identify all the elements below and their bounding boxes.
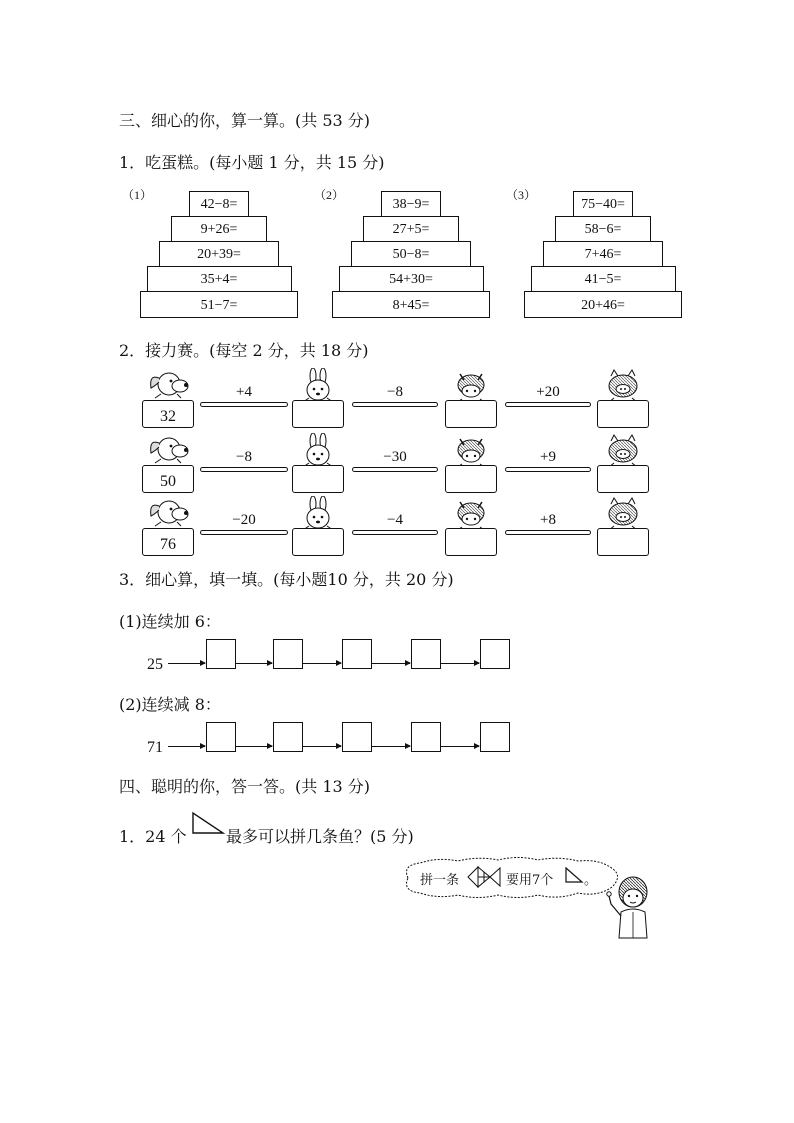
small-triangle-icon: [564, 866, 584, 884]
relay-operation: +20: [536, 384, 560, 400]
cake-1-problem-5[interactable]: 51−7=: [140, 291, 298, 318]
relay-answer-box[interactable]: [292, 528, 344, 556]
question-1-title: 1．吃蛋糕。(每小题 1 分，共 15 分): [119, 153, 385, 172]
relay-track: [505, 402, 591, 407]
answer-square[interactable]: [273, 639, 303, 669]
answer-square[interactable]: [206, 639, 236, 669]
chain-1-start: 25: [147, 656, 163, 673]
relay-track: [352, 530, 438, 535]
cake-label-2: （2）: [314, 188, 345, 202]
cake-label-1: （1）: [122, 188, 153, 202]
answer-square[interactable]: [342, 639, 372, 669]
relay-track: [200, 530, 288, 535]
arrow-icon: [236, 663, 272, 664]
relay-operation: +9: [540, 449, 556, 465]
relay-operation: −8: [236, 449, 252, 465]
relay-answer-box[interactable]: [445, 528, 497, 556]
arrow-icon: [236, 746, 272, 747]
arrow-icon: [168, 663, 205, 664]
boy-illustration: [603, 872, 655, 942]
section-3-title: 三、细心的你，算一算。(共 53 分): [119, 111, 371, 130]
relay-answer-box[interactable]: [445, 465, 497, 493]
part-2-label: (2)连续减 8：: [119, 695, 221, 714]
cake-3-problem-4[interactable]: 41−5=: [531, 266, 676, 291]
arrow-icon: [372, 746, 410, 747]
bubble-text-left: 拼一条: [420, 873, 460, 888]
cake-2-problem-5[interactable]: 8+45=: [332, 291, 490, 318]
triangle-icon: [190, 810, 226, 836]
relay-operation: +4: [236, 384, 252, 400]
arrow-icon: [168, 746, 205, 747]
question-3-title: 3．细心算，填一填。(每小题10 分，共 20 分): [119, 570, 454, 589]
relay-answer-box[interactable]: [597, 400, 649, 428]
arrow-icon: [441, 663, 479, 664]
relay-start-value: 32: [142, 400, 194, 428]
relay-track: [352, 402, 438, 407]
answer-square[interactable]: [480, 722, 510, 752]
answer-square[interactable]: [273, 722, 303, 752]
answer-square[interactable]: [411, 639, 441, 669]
relay-start-value: 50: [142, 465, 194, 493]
relay-operation: −30: [383, 449, 407, 465]
relay-operation: −8: [387, 384, 403, 400]
relay-answer-box[interactable]: [445, 400, 497, 428]
cake-3-problem-3[interactable]: 7+46=: [543, 241, 663, 266]
relay-operation: −20: [232, 512, 256, 528]
answer-square[interactable]: [206, 722, 236, 752]
relay-track: [200, 467, 288, 472]
cake-1-problem-1[interactable]: 42−8=: [189, 191, 249, 216]
relay-track: [352, 467, 438, 472]
answer-square[interactable]: [480, 639, 510, 669]
relay-operation: +8: [540, 512, 556, 528]
relay-operation: −4: [387, 512, 403, 528]
cake-2-problem-3[interactable]: 50−8=: [351, 241, 471, 266]
cake-3-problem-1[interactable]: 75−40=: [573, 191, 633, 216]
relay-answer-box[interactable]: [597, 465, 649, 493]
question-2-title: 2．接力赛。(每空 2 分，共 18 分): [119, 341, 369, 360]
answer-square[interactable]: [342, 722, 372, 752]
relay-answer-box[interactable]: [292, 400, 344, 428]
answer-square[interactable]: [411, 722, 441, 752]
relay-track: [505, 530, 591, 535]
cake-2-problem-1[interactable]: 38−9=: [381, 191, 441, 216]
relay-answer-box[interactable]: [597, 528, 649, 556]
cake-label-3: （3）: [506, 188, 537, 202]
cake-3-problem-5[interactable]: 20+46=: [524, 291, 682, 318]
part-1-label: (1)连续加 6：: [119, 612, 221, 631]
fish-icon: [466, 862, 502, 892]
arrow-icon: [441, 746, 479, 747]
bubble-text-end: 。: [584, 873, 598, 888]
cake-1-problem-3[interactable]: 20+39=: [159, 241, 279, 266]
arrow-icon: [303, 663, 341, 664]
cake-1-problem-4[interactable]: 35+4=: [147, 266, 292, 291]
chain-2-start: 71: [147, 739, 163, 756]
relay-answer-box[interactable]: [292, 465, 344, 493]
cake-3-problem-2[interactable]: 58−6=: [555, 216, 651, 241]
arrow-icon: [372, 663, 410, 664]
section-4-title: 四、聪明的你，答一答。(共 13 分): [119, 777, 371, 796]
relay-track: [505, 467, 591, 472]
cake-2-problem-4[interactable]: 54+30=: [339, 266, 484, 291]
relay-track: [200, 402, 288, 407]
arrow-icon: [303, 746, 341, 747]
relay-start-value: 76: [142, 528, 194, 556]
bubble-text-right: 要用7个: [506, 873, 554, 888]
question-4-prefix: 1．24 个: [119, 827, 187, 846]
question-4-suffix: 最多可以拼几条鱼？(5 分): [226, 827, 414, 846]
cake-1-problem-2[interactable]: 9+26=: [171, 216, 267, 241]
cake-2-problem-2[interactable]: 27+5=: [363, 216, 459, 241]
